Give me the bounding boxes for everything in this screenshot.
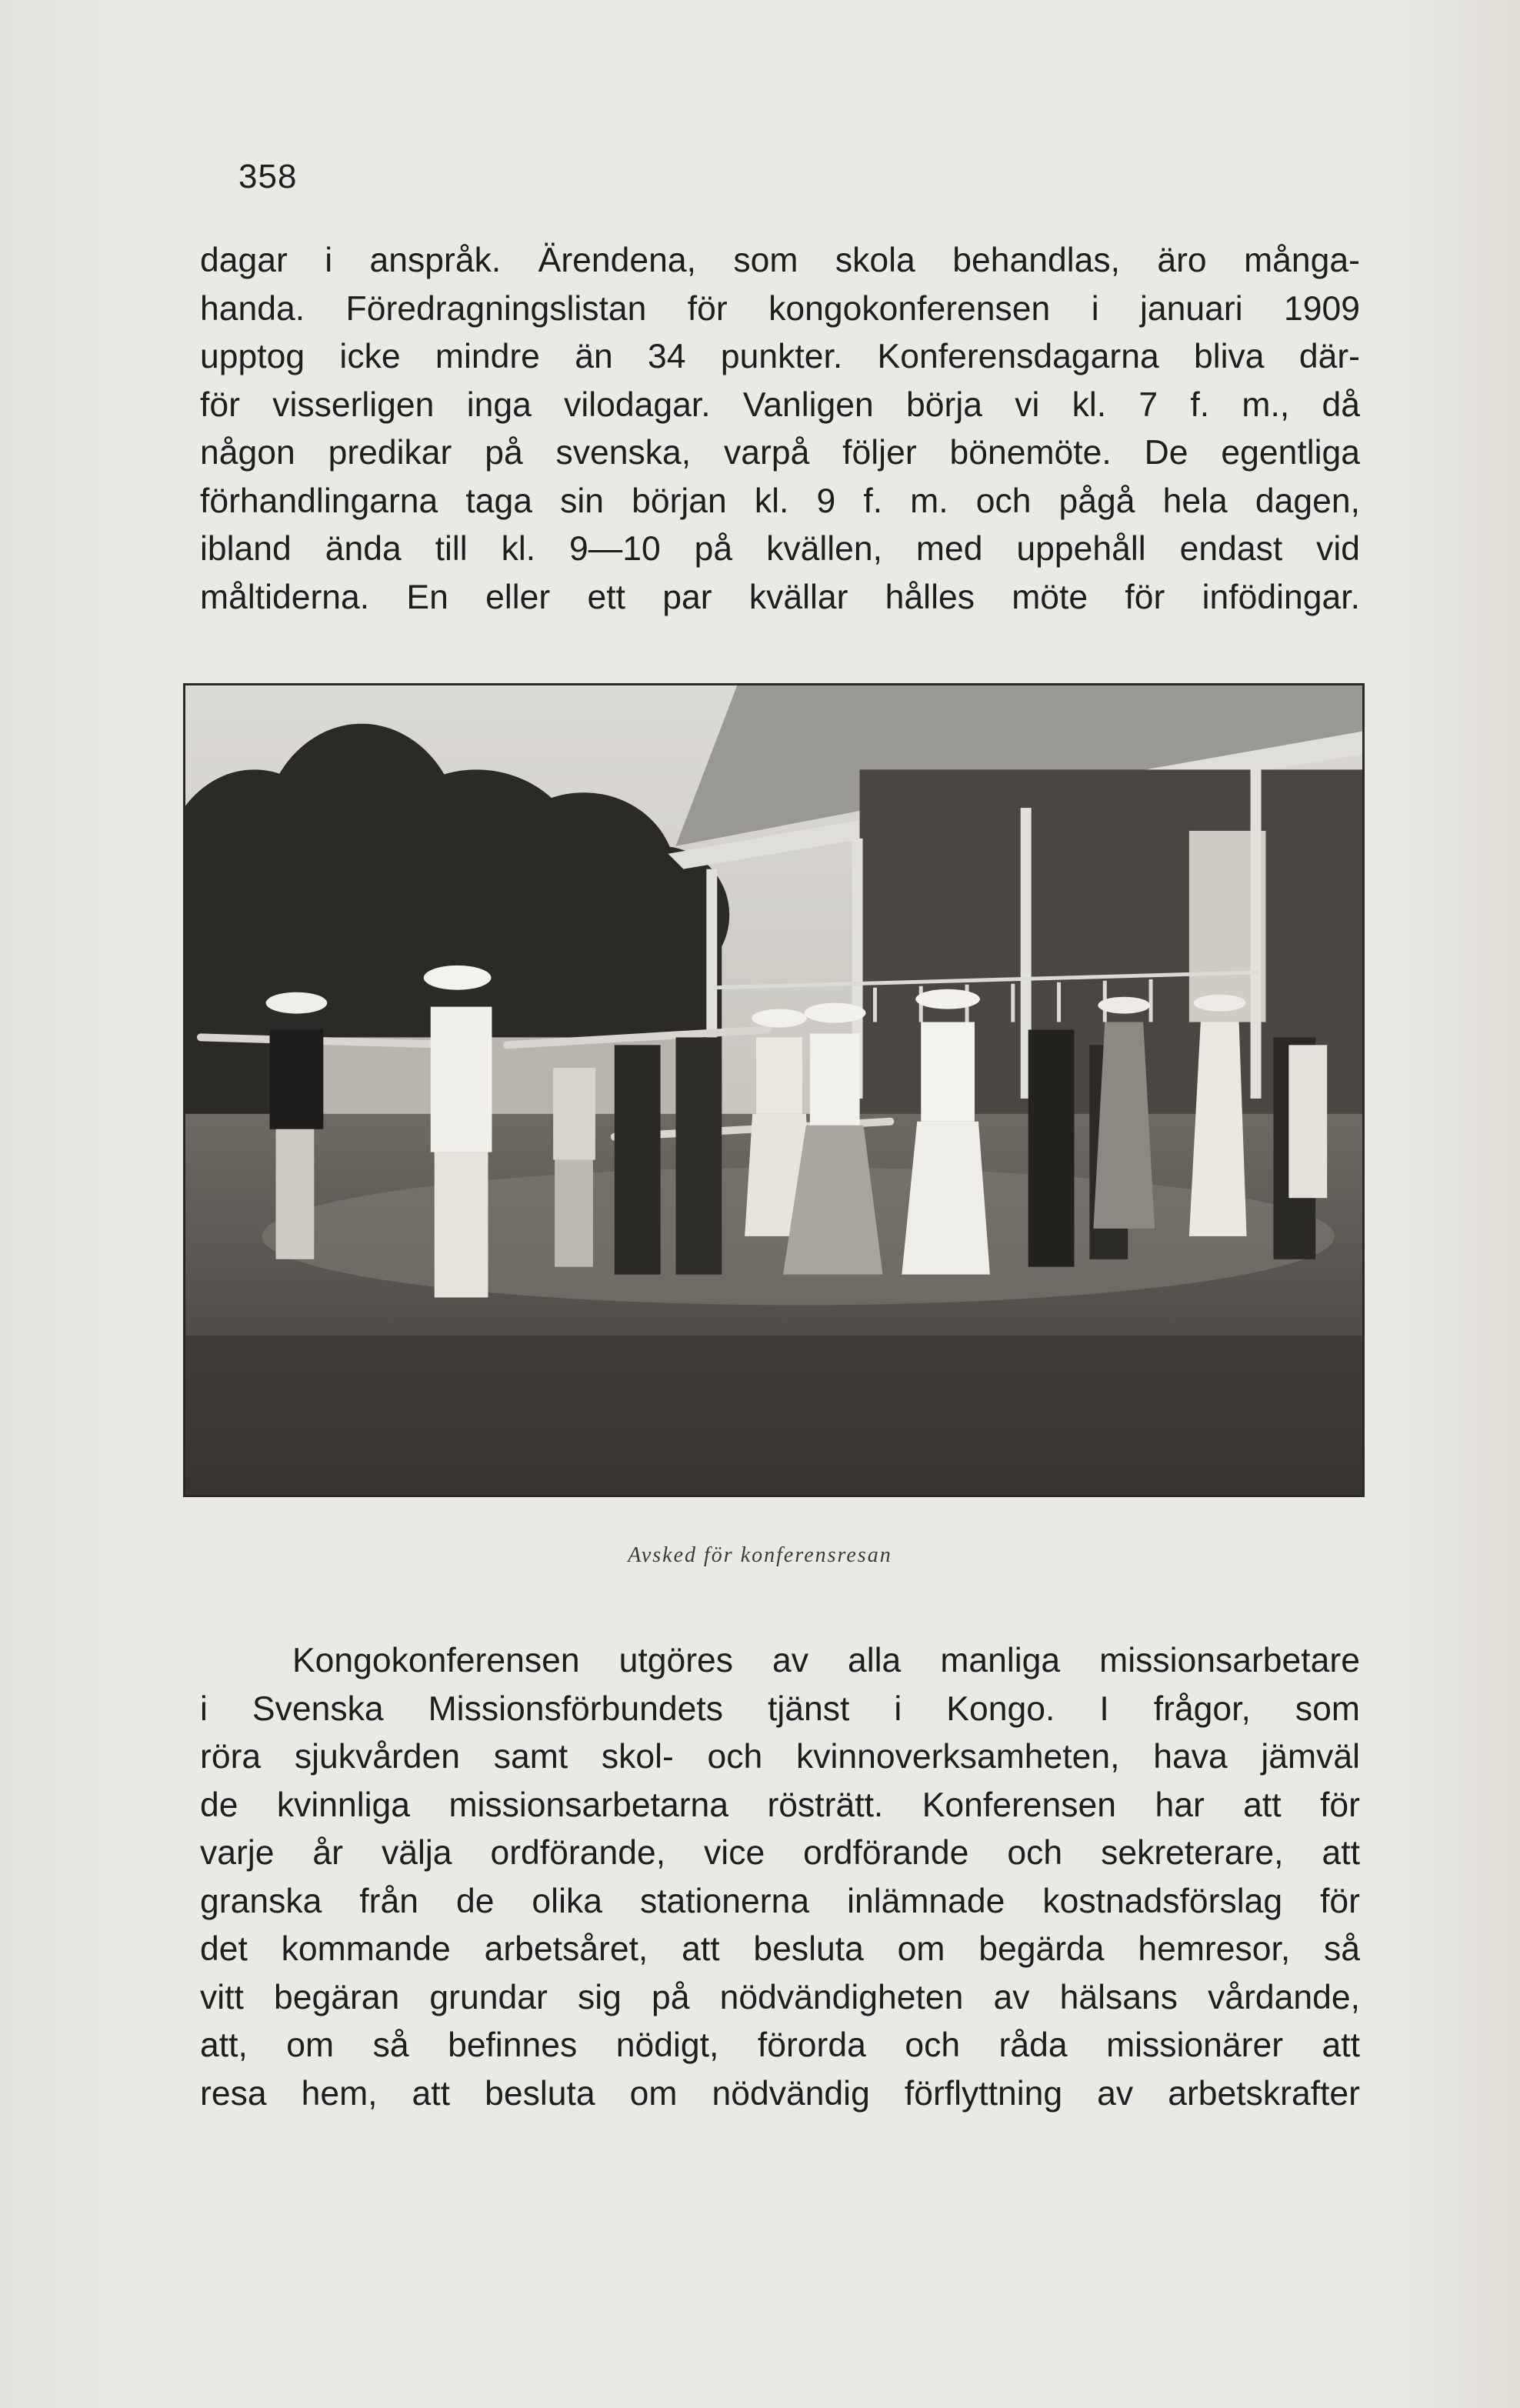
paragraph-top: [200, 237, 1360, 622]
paragraph-bottom: [200, 1637, 1360, 2118]
text-line: vitt begäran grundar sig på nödvändigheten av hälsans vårdande,: [200, 1978, 1360, 2016]
grass-foreground: [185, 1336, 1362, 1495]
text-line: förhandlingarna taga sin början kl. 9 f. m. och pågå hela dagen,: [200, 482, 1360, 520]
text-line: att, om så befinnes nödigt, förorda och råda missionärer att: [200, 2026, 1360, 2064]
text-line: ibland ända till kl. 9—10 på kvällen, med uppehåll endast vid: [200, 530, 1360, 568]
photograph-farewell: [183, 683, 1365, 1497]
text-line: i Svenska Missionsförbundets tjänst i Kongo. I frågor, som: [200, 1689, 1360, 1728]
text-line: granska från de olika stationerna inlämnade kostnadsförslag för: [200, 1882, 1360, 1920]
text-line: resa hem, att besluta om nödvändig förflyttning av arbetskrafter: [200, 2074, 1360, 2113]
text-line: handa. Föredragningslistan för kongokonferensen i januari 1909: [200, 289, 1360, 328]
text-line: Kongokonferensen utgöres av alla manliga missionsarbetare: [292, 1642, 1360, 1679]
page-number: 358: [238, 158, 298, 195]
text-line: för visserligen inga vilodagar. Vanligen börja vi kl. 7 f. m., då: [200, 385, 1360, 424]
text-line: varje år välja ordförande, vice ordförande och sekreterare, att: [200, 1834, 1360, 1872]
text-line: de kvinnliga missionsarbetarna rösträtt. Konferensen har att för: [200, 1786, 1360, 1824]
text-line: någon predikar på svenska, varpå följer bönemöte. De egentliga: [200, 434, 1360, 472]
photograph-illustration: [185, 685, 1362, 1495]
text-line: det kommande arbetsåret, att besluta om begärda hemresor, så: [200, 1930, 1360, 1968]
text-line: måltiderna. En eller ett par kvällar hålles möte för infödingar.: [200, 578, 1360, 616]
figure-caption: Avsked för konferensresan: [628, 1543, 892, 1567]
text-line: upptog icke mindre än 34 punkter. Konferensdagarna bliva där-: [200, 338, 1360, 375]
text-line: dagar i anspråk. Ärendena, som skola behandlas, äro många-: [200, 242, 1360, 279]
text-line: röra sjukvården samt skol- och kvinnoverksamheten, hava jämväl: [200, 1738, 1360, 1776]
